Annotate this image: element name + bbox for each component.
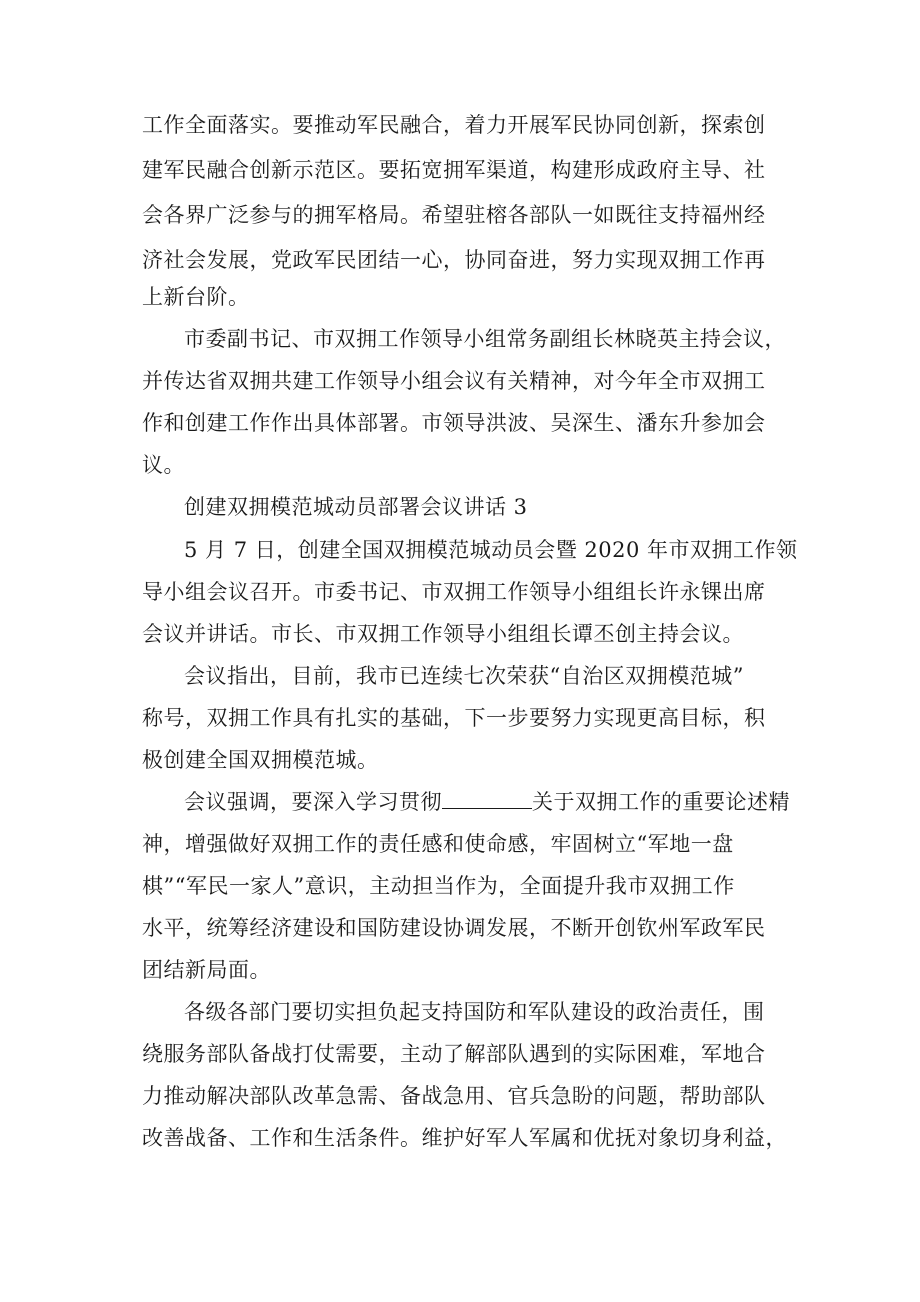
text-line: 会议并讲话。市长、市双拥工作领导小组组长谭丕创主持会议。 (142, 622, 744, 646)
text-line: 绕服务部队备战打仗需要，主动了解部队遇到的实际困难，军地合 (142, 1042, 766, 1066)
text-line: 改善战备、工作和生活条件。维护好军人军属和优抚对象切身利益， (142, 1126, 787, 1150)
text-line: 团结新局面。 (142, 958, 271, 982)
text-line: 并传达省双拥共建工作领导小组会议有关精神，对今年全市双拥工 (142, 369, 766, 393)
text-line: 水平，统筹经济建设和国防建设协调发展，不断开创钦州军政军民 (142, 916, 766, 940)
text-line: 神，增强做好双拥工作的责任感和使命感，牢固树立“军地一盘 (142, 832, 734, 856)
text-line: 棋”“军民一家人”意识，主动担当作为，全面提升我市双拥工作 (142, 874, 735, 898)
text-line: 上新台阶。 (142, 285, 250, 309)
text-line: 力推动解决部队改革急需、备战急用、官兵急盼的问题，帮助部队 (142, 1084, 766, 1108)
text-line: 极创建全国双拥模范城。 (142, 748, 379, 772)
text-line: 各级各部门要切实担负起支持国防和军队建设的政治责任，围 (184, 1000, 765, 1024)
text-line: 工作全面落实。要推动军民融合，着力开展军民协同创新，探索创 (142, 113, 766, 137)
text-line: 济社会发展，党政军民团结一心，协同奋进，努力实现双拥工作再 (142, 248, 766, 272)
text-segment: 会议强调，要深入学习贯彻 (184, 790, 442, 814)
text-line: 5 月 7 日，创建全国双拥模范城动员会暨 2020 年市双拥工作领 (184, 538, 798, 562)
section-heading: 创建双拥模范城动员部署会议讲话 3 (184, 495, 528, 519)
text-line: 作和创建工作作出具体部署。市领导洪波、吴深生、潘东升参加会 (142, 411, 766, 435)
text-line: 导小组会议召开。市委书记、市双拥工作领导小组组长许永锞出席 (142, 580, 766, 604)
text-line: 市委副书记、市双拥工作领导小组常务副组长林晓英主持会议， (184, 327, 786, 351)
text-segment: 关于双拥工作的重要论述精 (532, 790, 790, 814)
text-line: 会议指出，目前，我市已连续七次荣获“自治区双拥模范城” (184, 664, 744, 688)
text-line (184, 789, 790, 815)
blank-underline (442, 790, 532, 809)
text-line: 会各界广泛参与的拥军格局。希望驻榕各部队一如既往支持福州经 (142, 203, 766, 227)
text-line: 建军民融合创新示范区。要拓宽拥军渠道，构建形成政府主导、社 (142, 158, 766, 182)
text-line: 议。 (142, 453, 185, 477)
text-line: 称号，双拥工作具有扎实的基础，下一步要努力实现更高目标，积 (142, 706, 766, 730)
